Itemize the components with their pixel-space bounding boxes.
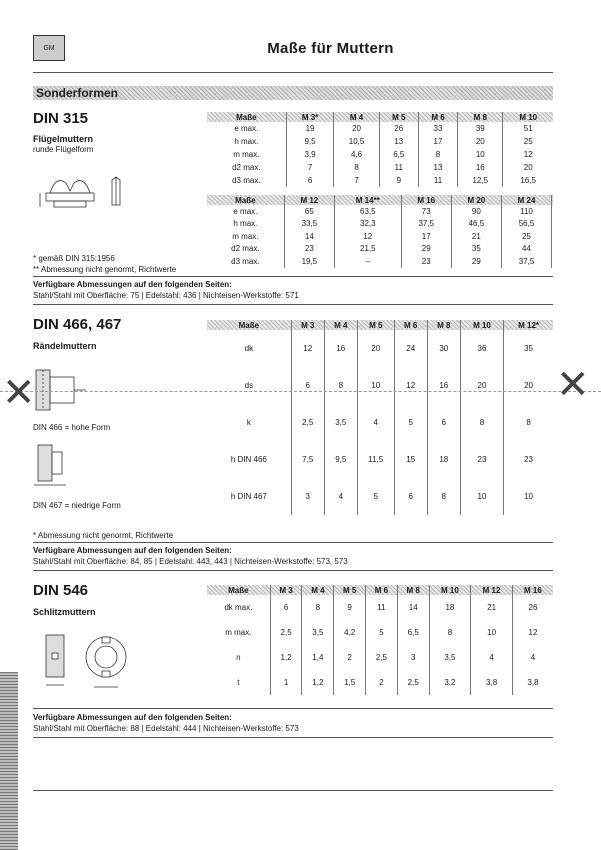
- table-cell: 20: [504, 367, 553, 404]
- section-banner: Sonderformen: [33, 86, 553, 100]
- table-cell: 3,9: [286, 148, 334, 161]
- table-cell: 17: [401, 230, 451, 243]
- din546-availability-heading: Verfügbare Abmessungen auf den folgenden Seiten:: [33, 713, 232, 722]
- table-cell: 6: [286, 174, 334, 187]
- table-header-cell: M 4: [334, 112, 379, 122]
- table-cell: [552, 255, 553, 268]
- table-cell: 63,5: [334, 205, 401, 218]
- table-cell: 14: [397, 595, 429, 620]
- table-header-cell: M 12: [284, 195, 334, 205]
- table-cell: 29: [451, 255, 501, 268]
- din466-title: DIN 466, 467: [33, 316, 122, 333]
- table-cell: 9,5: [286, 135, 334, 148]
- din315-availability-text: Stahl/Stahl mit Oberfläche: 75 | Edelstahl: 436 | Nichteisen-Werkstoffe: 571: [33, 291, 299, 300]
- table-header-cell: Maße: [207, 320, 291, 330]
- table-row: [207, 230, 553, 243]
- din546-bottom-rule: [33, 737, 553, 738]
- table-header-cell: [552, 195, 553, 205]
- cross-mark-left: ✕: [2, 371, 36, 415]
- table-cell: 12,5: [458, 174, 503, 187]
- table-header-cell: M 4: [302, 585, 334, 595]
- table-cell: 18: [427, 441, 460, 478]
- table-cell: 2,5: [270, 620, 302, 645]
- table-cell: 8: [427, 478, 460, 515]
- table-cell: 26: [379, 122, 418, 135]
- table-cell: 6: [270, 595, 302, 620]
- din546-rule: [33, 708, 553, 709]
- din315-rule: [33, 276, 553, 277]
- din315-subtitle: Flügelmuttern: [33, 134, 93, 144]
- table-cell: [552, 243, 553, 256]
- table-cell: [552, 205, 553, 218]
- din546-table: [207, 585, 553, 695]
- table-cell: 12: [503, 148, 553, 161]
- table-cell: 6: [427, 404, 460, 441]
- table-cell: 20: [334, 122, 379, 135]
- table-cell: 8: [324, 367, 357, 404]
- table-cell: 12: [512, 620, 553, 645]
- table-header-cell: M 14**: [334, 195, 401, 205]
- table-cell: 65: [284, 205, 334, 218]
- table-cell: 7,5: [291, 441, 324, 478]
- table-cell: 56,5: [501, 218, 551, 231]
- row-label: m max.: [225, 628, 252, 637]
- table-cell: 4: [512, 645, 553, 670]
- table-header-cell: M 4: [324, 320, 357, 330]
- table-row: [207, 645, 553, 670]
- table-cell: 23: [401, 255, 451, 268]
- table-cell: 51: [503, 122, 553, 135]
- table-header-cell: Maße: [207, 112, 286, 122]
- table-cell: 30: [427, 330, 460, 367]
- table-cell: 12: [394, 367, 427, 404]
- din315-note-1: * gemäß DIN 315:1956: [33, 254, 115, 263]
- table-cell: 3: [291, 478, 324, 515]
- side-strip: [0, 672, 18, 850]
- table-cell: 9: [334, 595, 366, 620]
- table-cell: 4: [324, 478, 357, 515]
- table-cell: 3,2: [429, 670, 471, 695]
- table-cell: 5: [366, 620, 398, 645]
- row-label: ds: [244, 381, 254, 390]
- knurled-nut-high-drawing: [26, 365, 96, 420]
- table-cell: 23: [504, 441, 553, 478]
- table-cell: 25: [501, 230, 551, 243]
- table-cell: 5: [357, 478, 394, 515]
- row-label: d3 max.: [232, 176, 261, 185]
- table-cell: 46,5: [451, 218, 501, 231]
- din315-title: DIN 315: [33, 110, 89, 127]
- table-cell: 4: [471, 645, 513, 670]
- table-cell: 1,2: [302, 670, 334, 695]
- table-header-cell: M 5: [334, 585, 366, 595]
- table-cell: 6: [394, 478, 427, 515]
- table-row: [207, 441, 553, 478]
- table-cell: 19,5: [284, 255, 334, 268]
- table-cell: 4,6: [334, 148, 379, 161]
- din466-rule: [33, 542, 553, 543]
- table-cell: 33,5: [284, 218, 334, 231]
- table-cell: 3,5: [429, 645, 471, 670]
- header-rule: [33, 72, 553, 73]
- din315-table-2: [207, 195, 553, 268]
- knurled-nut-low-drawing: [26, 440, 96, 495]
- table-cell: 17: [418, 135, 457, 148]
- table-cell: 8: [429, 620, 471, 645]
- table-header-cell: M 5: [379, 112, 418, 122]
- slotted-nut-drawing: [36, 625, 146, 695]
- table-cell: 36: [460, 330, 503, 367]
- din466-availability-text: Stahl/Stahl mit Oberfläche: 84, 85 | Edelstahl: 443, 443 | Nichteisen-Werkstoffe: 573, 573: [33, 557, 348, 566]
- table-cell: 16: [458, 161, 503, 174]
- table-row: [207, 174, 553, 187]
- table-row: [207, 148, 553, 161]
- table-cell: 21,5: [334, 243, 401, 256]
- table-cell: 10: [458, 148, 503, 161]
- table-cell: 6: [291, 367, 324, 404]
- row-label: h DIN 467: [230, 492, 267, 501]
- table-cell: 2: [366, 670, 398, 695]
- din315-subtitle-2: runde Flügelform: [33, 145, 94, 154]
- table-cell: 11: [418, 174, 457, 187]
- table-row: [207, 404, 553, 441]
- row-label: e max.: [234, 124, 259, 133]
- table-cell: 73: [401, 205, 451, 218]
- row-label: m max.: [233, 150, 260, 159]
- table-cell: 21: [471, 595, 513, 620]
- table-cell: 26: [512, 595, 553, 620]
- table-cell: 21: [451, 230, 501, 243]
- table-header-cell: M 8: [458, 112, 503, 122]
- table-cell: 8: [504, 404, 553, 441]
- table-cell: 9,5: [324, 441, 357, 478]
- din466-label: DIN 466 = hohe Form: [33, 423, 111, 432]
- table-cell: 1: [270, 670, 302, 695]
- table-cell: 12: [334, 230, 401, 243]
- table-header-cell: M 8: [427, 320, 460, 330]
- table-cell: 13: [418, 161, 457, 174]
- table-row: [207, 330, 553, 367]
- row-label: k: [246, 418, 251, 427]
- table-cell: 10: [504, 478, 553, 515]
- table-header-cell: M 20: [451, 195, 501, 205]
- table-cell: 37,5: [501, 255, 551, 268]
- table-cell: 10: [460, 478, 503, 515]
- wing-nut-drawing: [36, 165, 136, 225]
- row-label: h max.: [234, 137, 259, 146]
- din546-availability-text: Stahl/Stahl mit Oberfläche: 88 | Edelstahl: 444 | Nichteisen-Werkstoffe: 573: [33, 724, 299, 733]
- din466-availability-heading: Verfügbare Abmessungen auf den folgenden Seiten:: [33, 546, 232, 555]
- table-cell: 4,2: [334, 620, 366, 645]
- table-header-cell: Maße: [207, 195, 284, 205]
- table-cell: 19: [286, 122, 334, 135]
- table-cell: 20: [458, 135, 503, 148]
- din466-note: * Abmessung nicht genormt, Richtwerte: [33, 531, 174, 540]
- table-cell: 4: [357, 404, 394, 441]
- row-label: h DIN 466: [230, 455, 267, 464]
- table-cell: 3: [397, 645, 429, 670]
- table-cell: 7: [286, 161, 334, 174]
- fold-mark-line: [0, 391, 601, 392]
- table-cell: 2,5: [291, 404, 324, 441]
- table-cell: 11: [379, 161, 418, 174]
- table-cell: 15: [394, 441, 427, 478]
- table-cell: 10: [357, 367, 394, 404]
- table-cell: 6,5: [397, 620, 429, 645]
- row-label: e max.: [233, 206, 258, 216]
- table-cell: 20: [460, 367, 503, 404]
- table-row: [207, 122, 553, 135]
- table-row: [207, 135, 553, 148]
- din546-subtitle: Schlitzmuttern: [33, 607, 96, 617]
- table-cell: 29: [401, 243, 451, 256]
- row-label: t: [237, 678, 240, 687]
- table-header-cell: M 8: [397, 585, 429, 595]
- table-cell: 39: [458, 122, 503, 135]
- footer-rule: [33, 790, 553, 791]
- table-row: [207, 255, 553, 268]
- table-cell: 5: [394, 404, 427, 441]
- row-label: n: [236, 653, 241, 662]
- din315-table-1: [207, 112, 553, 187]
- table-header-cell: M 16: [512, 585, 553, 595]
- row-label: m max.: [232, 231, 259, 241]
- table-cell: 14: [284, 230, 334, 243]
- table-row: [207, 595, 553, 620]
- table-cell: 10: [471, 620, 513, 645]
- din546-title: DIN 546: [33, 582, 89, 599]
- row-label: d2 max.: [231, 244, 260, 254]
- table-cell: 37,5: [401, 218, 451, 231]
- din467-label: DIN 467 = niedrige Form: [33, 501, 121, 510]
- table-cell: 8: [334, 161, 379, 174]
- table-row: [207, 243, 553, 256]
- table-cell: 16: [324, 330, 357, 367]
- row-label: dk max.: [224, 603, 253, 612]
- page-title: Maße für Muttern: [267, 40, 394, 57]
- table-cell: 2,5: [397, 670, 429, 695]
- table-header-cell: M 12*: [504, 320, 553, 330]
- table-cell: 6,5: [379, 148, 418, 161]
- table-cell: 3,8: [512, 670, 553, 695]
- table-cell: 12: [291, 330, 324, 367]
- table-cell: 44: [501, 243, 551, 256]
- table-cell: [552, 230, 553, 243]
- cross-mark-right: ✕: [556, 363, 590, 407]
- table-row: [207, 478, 553, 515]
- table-header-cell: M 3*: [286, 112, 334, 122]
- row-label: h max.: [233, 219, 258, 229]
- table-cell: 20: [503, 161, 553, 174]
- table-cell: 25: [503, 135, 553, 148]
- table-row: [207, 367, 553, 404]
- din315-bottom-rule: [33, 304, 553, 305]
- table-cell: 9: [379, 174, 418, 187]
- table-header-cell: Maße: [207, 585, 270, 595]
- table-header-cell: M 3: [291, 320, 324, 330]
- table-header-cell: M 24: [501, 195, 551, 205]
- din466-subtitle: Rändelmuttern: [33, 341, 97, 351]
- table-cell: 35: [451, 243, 501, 256]
- table-cell: 13: [379, 135, 418, 148]
- table-cell: 11: [366, 595, 398, 620]
- table-header-cell: M 10: [429, 585, 471, 595]
- table-row: [207, 161, 553, 174]
- table-cell: 3,5: [324, 404, 357, 441]
- table-cell: –: [334, 255, 401, 268]
- table-cell: 110: [501, 205, 551, 218]
- table-cell: 24: [394, 330, 427, 367]
- table-cell: 8: [302, 595, 334, 620]
- table-cell: 16,5: [503, 174, 553, 187]
- din466-bottom-rule: [33, 570, 553, 571]
- table-cell: 11,5: [357, 441, 394, 478]
- table-cell: 18: [429, 595, 471, 620]
- table-cell: 8: [418, 148, 457, 161]
- table-cell: 23: [460, 441, 503, 478]
- table-header-cell: M 10: [460, 320, 503, 330]
- table-header-cell: M 3: [270, 585, 302, 595]
- table-cell: 3,5: [302, 620, 334, 645]
- table-cell: [552, 218, 553, 231]
- table-header-cell: M 10: [503, 112, 553, 122]
- table-cell: 2: [334, 645, 366, 670]
- table-header-cell: M 6: [366, 585, 398, 595]
- table-header-cell: M 12: [471, 585, 513, 595]
- table-cell: 16: [427, 367, 460, 404]
- table-header-cell: M 5: [357, 320, 394, 330]
- row-label: d2 max.: [232, 163, 261, 172]
- table-cell: 90: [451, 205, 501, 218]
- table-cell: 2,5: [366, 645, 398, 670]
- din315-availability-heading: Verfügbare Abmessungen auf den folgenden Seiten:: [33, 280, 232, 289]
- table-header-cell: M 6: [394, 320, 427, 330]
- table-row: [207, 670, 553, 695]
- table-cell: 3,8: [471, 670, 513, 695]
- table-row: [207, 205, 553, 218]
- table-row: [207, 620, 553, 645]
- table-row: [207, 218, 553, 231]
- table-cell: 33: [418, 122, 457, 135]
- table-cell: 8: [460, 404, 503, 441]
- din466-table: [207, 320, 553, 515]
- table-cell: 7: [334, 174, 379, 187]
- row-label: dk: [244, 344, 254, 353]
- table-cell: 20: [357, 330, 394, 367]
- table-cell: 1,5: [334, 670, 366, 695]
- table-cell: 32,3: [334, 218, 401, 231]
- table-cell: 10,5: [334, 135, 379, 148]
- table-header-cell: M 6: [418, 112, 457, 122]
- table-cell: 23: [284, 243, 334, 256]
- logo: GM: [33, 35, 65, 61]
- table-header-cell: M 16: [401, 195, 451, 205]
- row-label: d3 max.: [231, 256, 260, 266]
- din315-note-2: ** Abmessung nicht genormt, Richtwerte: [33, 265, 177, 274]
- table-cell: 35: [504, 330, 553, 367]
- table-cell: 1,4: [302, 645, 334, 670]
- table-cell: 1,2: [270, 645, 302, 670]
